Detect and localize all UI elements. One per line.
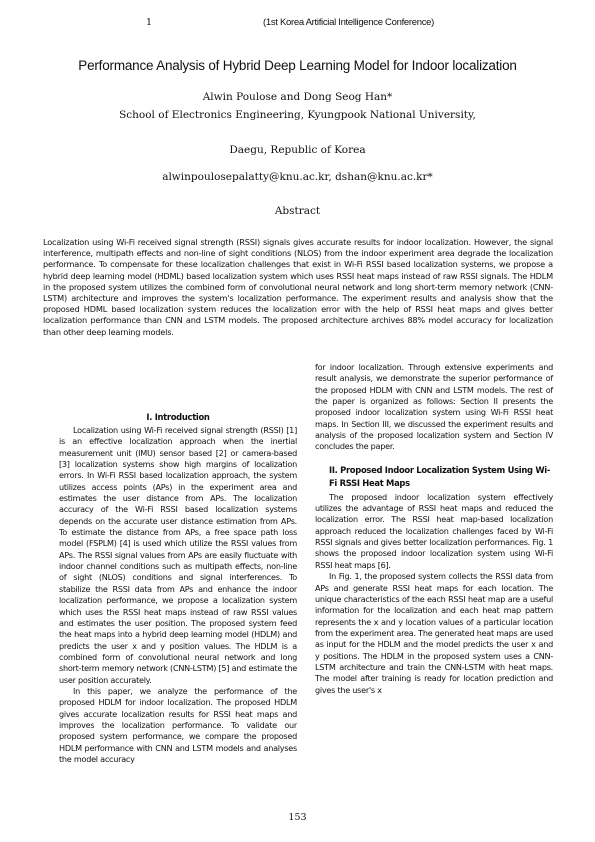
section-gap xyxy=(315,453,553,464)
intro-paragraph-1: Localization using Wi-Fi received signal strength (RSSI) [1] is an effective localization approach when the inertial measurement unit (IMU) sensor based [2] or camera-based [3] localization systems show high margins of localization errors. In Wi-Fi RSSI based localization approach, the system utilizes access points (APs) in the experiment area and estimates the user distance from APs. The localization accuracy of the Wi-Fi RSSI based localization systems depends on the accurate user distance estimation from APs. To estimate the distance from APs, a free space path loss model (FSPLM) [4] is used which utilize the RSSI values from APs. The RSSI signal values from APs are easily fluctuate with indoor channel conditions such as multipath effects, non-line of sight (NLOS) conditions and signal interferences. To stabilize the RSSI data from APs and enhance the indoor localization performance, we propose a localization system which uses the RSSI heat maps instead of raw RSSI values and estimates the user position. The proposed system feed the heat maps into a hybrid deep learning model (HDLM) and predicts the user x and y position values. The HDLM is a combined form of convolutional neural network and long short-term memory network (CNN-LSTM) [5] and estimate the user position accurately. xyxy=(59,425,297,685)
header-page-number: 1 xyxy=(146,17,153,28)
abstract-text: Localization using Wi-Fi received signal strength (RSSI) signals gives accurate results for indoor localization. However, the signal interference, multipath effects and non-line of sight conditions (NLOS) from the indoor experiment area degrade the localization performance. To compensate for these localization challenges that exist in Wi-Fi RSSI based localization systems, we propose a hybrid deep learning model (HDML) based localization system which uses RSSI heat maps instead of raw RSSI signals. The HDLM in the proposed system utilizes the combined form of convolutional neural network and long short-term memory network (CNN-LSTM) architecture and improves the system's localization performance. The experiment results and analysis show that the proposed HDML based localization system reduces the localization error with the help of RSSI heat maps and gives better localization performance than CNN and LSTM models. The proposed architecture archives 88% model accuracy for localization than other deep learning models. xyxy=(43,237,553,337)
left-column xyxy=(59,411,297,765)
right-column xyxy=(315,362,553,696)
section2-paragraph-2: In Fig. 1, the proposed system collects the RSSI data from APs and generate RSSI heat maps for each location. The unique characteristics of the each RSSI heat map are a useful information for the localization and each heat map pattern represents the x and y location values of a particular location from the experiment area. The generated heat maps are used as input for the HDLM and the model predicts the user x and y positions. The HDLM in the proposed system uses a CNN-LSTM architecture and train the CNN-LSTM with heat maps. The model after training is ready for location prediction and gives the user's x xyxy=(315,571,553,695)
intro-paragraph-2: In this paper, we analyze the performance of the proposed HDLM for indoor localization. The proposed HDLM gives accurate localization results for RSSI heat maps and improves the localization performance. To validate our proposed system performance, we compare the proposed HDLM performance with CNN and LSTM models and analyses the model accuracy xyxy=(59,685,297,764)
affiliation: School of Electronics Engineering, Kyungpook National University, xyxy=(119,109,476,121)
paper-title: Performance Analysis of Hybrid Deep Learning Model for Indoor localization xyxy=(78,58,517,73)
header-conference: (1st Korea Artificial Intelligence Conference) xyxy=(263,17,435,28)
section2-paragraph-1: The proposed indoor localization system effectively utilizes the advantage of RSSI heat maps and reduced the localization error. The RSSI heat map-based localization approach reduced the localization challenges faced by Wi-Fi RSSI signals and gives better localization performances. Fig. 1 shows the proposed indoor localization system using Wi-Fi RSSI heat maps [6]. xyxy=(315,491,553,570)
section2-heading: II. Proposed Indoor Localization System Using Wi-Fi RSSI Heat Maps xyxy=(329,464,550,488)
intro-paragraph-3: for indoor localization. Through extensive experiments and result analysis, we demonstrate the superior performance of the proposed HDLM with CNN and LSTM models. The rest of the paper is organized as follows: Section II presents the proposed indoor localization system using Wi-Fi RSSI heat maps. In Section III, we discussed the experiment results and analysis of the proposed localization system and Section IV concludes the paper. xyxy=(315,362,553,452)
author-emails: alwinpoulosepalatty@knu.ac.kr, dshan@knu.ac.kr* xyxy=(162,171,433,183)
authors: Alwin Poulose and Dong Seog Han* xyxy=(202,91,393,103)
intro-heading: I. Introduction xyxy=(146,412,210,422)
city: Daegu, Republic of Korea xyxy=(229,144,366,156)
abstract-heading: Abstract xyxy=(274,205,321,217)
page-number: 153 xyxy=(288,812,307,823)
